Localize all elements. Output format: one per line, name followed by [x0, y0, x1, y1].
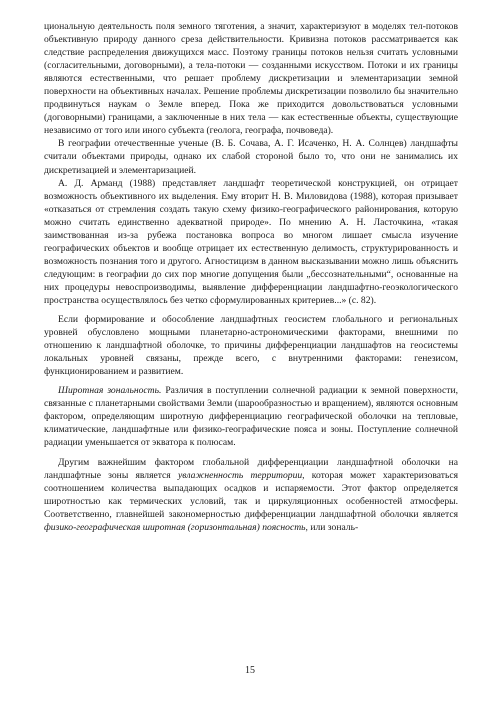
page-number: 15	[245, 665, 255, 676]
paragraph-6-term-zonality: физико-географическая широтная (горизонтальная) поясность	[44, 521, 306, 533]
paragraph-5-text: Различия в поступлении солнечной радиации к земной поверхности, связанные с планетарными свойствами Земли (шарообразностью и вращением), являются основным фактором, определяющим широтную дифференциацию географической оболочки на тепловые, климатические, ландшафтные или физико-географические пояса и зоны. Поступление солнечной радиации уменьшается от экватора к полюсам.	[44, 385, 459, 449]
paragraph-5	[44, 384, 458, 449]
paragraph-4	[44, 313, 458, 378]
paragraph-6-text-b: , которая может характеризоваться соотношением количества выпадающих осадков и испаряемости. Этот фактор определяется широтностью как термических условий, так и циркуляционных особенностей атмосферы. Соответственно, главнейшей закономерностью дифференциации ландшафтной оболочки является	[44, 469, 459, 520]
paragraph-5-heading: Широтная зональность.	[58, 385, 162, 397]
paragraph-1	[44, 20, 458, 137]
paragraph-3	[44, 177, 458, 307]
paragraph-6	[44, 456, 458, 534]
paragraph-6-text-a: Другим важнейшим фактором глобальной дифференциации ландшафтной оболочки на ландшафтные зоны является	[44, 456, 458, 481]
paragraph-1-text: циональную деятельность поля земного тяготения, а значит, характеризуют в моделях тел-потоков объективную природу данного среза действительности. Кривизна потоков рассматривается как следствие распределения движущихся масс. Поэтому границы потоков нельзя считать условными (согласительными, договорными), а тела-потоки — созданными искусством. Потоки и их границы являются естественными, что решает проблему дискретизации и элементаризации земной поверхности на объективных началах. Решение проблемы дискретизации позволило бы значительно продвинуться наукам о Земле вперед. Пока же приходится довольствоваться условными (договорными) границами, а заключенные в них тела — как естественные объекты, существующие независимо от того или иного субъекта (геолога, географа, почвоведа).	[44, 21, 458, 137]
paragraph-2-text: В географии отечественные ученые (В. Б. Сочава, А. Г. Исаченко, Н. А. Солнцев) ландшафты считали объектами природы, однако их слабой стороной было то, что они не занимались их дискретизацией и элементаризацией.	[44, 138, 458, 176]
paragraph-2	[44, 137, 458, 176]
paragraph-3-text: А. Д. Арманд (1988) представляет ландшафт теоретической конструкцией, он отрицает возможность объективного их выделения. Ему вторит Н. В. Миловидова (1988), которая призывает «отказаться от стремления создать такую схему физико-географического районирования, которую можно считать единственно адекватной природе». По мнению А. Н. Ласточкина, «такая заимствованная из-за рубежа постановка вопроса во многом лишает смысла изучение географических объектов и вообще отрицает их естественную делимость, структурированность и возможность познания того и другого. Агностицизм в данном высказывании можно лишь объяснить следующим: в географии до сих пор многие допущения были „бессознательными“, основанные на них процедуры невоспроизводимы, выявление дифференциации ландшафтно-геоэкологического пространства осуществлялось без четко сформулированных критериев...» (с. 82).	[44, 177, 458, 306]
paragraph-6-text-c: , или зональ-	[305, 521, 359, 533]
paragraph-6-term-humidity: увлажненность территории	[177, 469, 303, 481]
paragraph-4-text: Если формирование и обособление ландшафтных геосистем глобального и региональных уровней обусловлено мощными планетарно-астрономическими факторами, внешними по отношению к ландшафтной оболочке, то причины дифференциации ландшафтов на геосистемы локальных уровней связаны, прежде всего, с внутренними факторами: генезисом, функционированием и развитием.	[44, 314, 458, 378]
